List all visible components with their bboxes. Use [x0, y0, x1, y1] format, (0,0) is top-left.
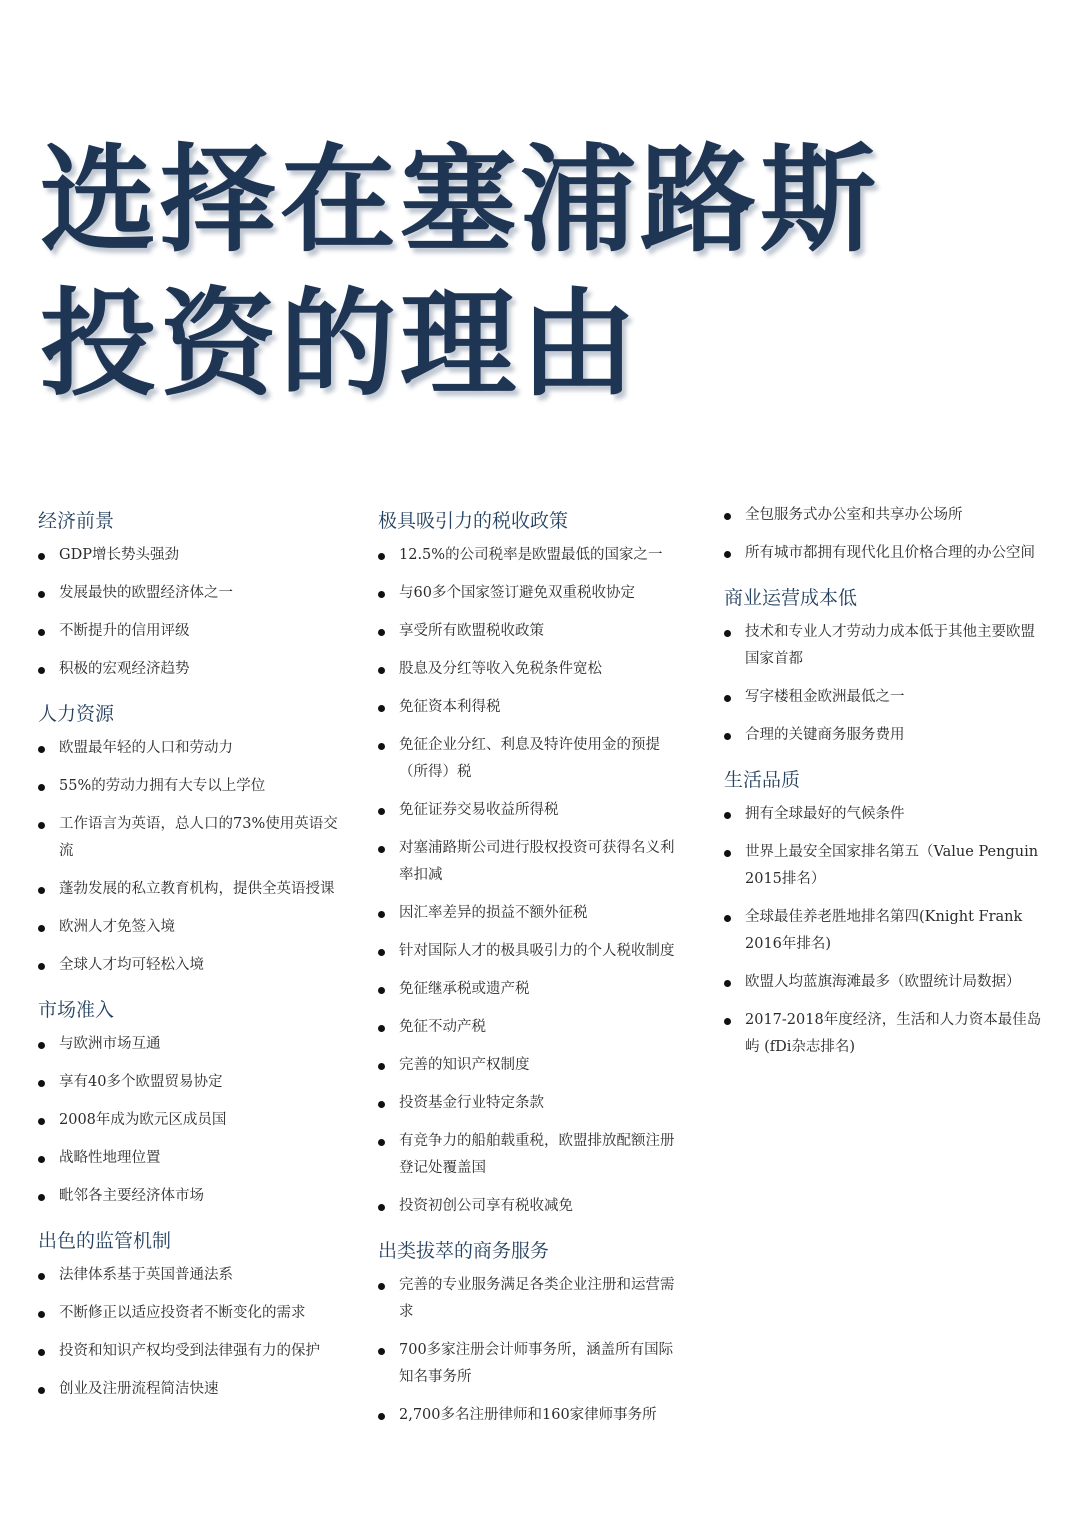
- bullet-icon: [38, 784, 45, 791]
- list-item-text: 免征证券交易收益所得税: [399, 802, 559, 818]
- bullet-icon: [378, 743, 385, 750]
- list-item: [378, 1193, 678, 1220]
- list-item-text: 欧洲人才免签入境: [59, 919, 175, 935]
- list-item: [378, 1014, 678, 1041]
- list-item: [378, 1128, 678, 1182]
- list-item-text: 投资和知识产权均受到法律强有力的保护: [59, 1343, 320, 1359]
- list-item: [724, 619, 1044, 673]
- list-item: [38, 1069, 338, 1096]
- list-item: [38, 618, 338, 645]
- list-item: [38, 811, 338, 865]
- bullet-icon: [38, 1311, 45, 1318]
- section-heading: 经济前景: [38, 510, 115, 532]
- list-item-text: 免征企业分红、利息及特许使用金的预提（所得）税: [399, 737, 660, 780]
- list-item: [38, 1031, 338, 1058]
- bullet-icon: [378, 553, 385, 560]
- list-item: [38, 1183, 338, 1210]
- list-item: [378, 976, 678, 1003]
- list-item: [378, 694, 678, 721]
- bullet-icon: [38, 822, 45, 829]
- bullet-list: [378, 542, 678, 1220]
- list-item: [38, 773, 338, 800]
- section: [724, 585, 1044, 749]
- bullet-list: [724, 801, 1044, 1061]
- list-item: [38, 1376, 338, 1403]
- page-title-line-1: 选择在塞浦路斯: [40, 132, 880, 268]
- list-item-text: 工作语言为英语，总人口的73%使用英语交流: [59, 816, 338, 859]
- list-item-text: 完善的知识产权制度: [399, 1057, 530, 1073]
- list-item: [378, 542, 678, 569]
- list-item-text: 2008年成为欧元区成员国: [59, 1112, 227, 1128]
- list-item-text: 全球人才均可轻松入境: [59, 957, 204, 973]
- bullet-icon: [378, 949, 385, 956]
- bullet-icon: [378, 846, 385, 853]
- list-item: [38, 1338, 338, 1365]
- bullet-icon: [378, 987, 385, 994]
- bullet-icon: [724, 1018, 731, 1025]
- bullet-icon: [38, 629, 45, 636]
- section: [38, 701, 338, 979]
- list-item-text: 蓬勃发展的私立教育机构，提供全英语授课: [59, 881, 335, 897]
- list-item: [724, 540, 1044, 567]
- list-item: [38, 1300, 338, 1327]
- bullet-list: [38, 1031, 338, 1210]
- list-item: [378, 835, 678, 889]
- list-item-text: 对塞浦路斯公司进行股权投资可获得名义利率扣减: [399, 840, 675, 883]
- section-heading: 生活品质: [724, 769, 801, 791]
- bullet-icon: [38, 1273, 45, 1280]
- list-item: [378, 938, 678, 965]
- section: [38, 1228, 338, 1403]
- list-item: [378, 1052, 678, 1079]
- list-item: [38, 914, 338, 941]
- list-item-text: 享受所有欧盟税收政策: [399, 623, 544, 639]
- list-item: [724, 839, 1044, 893]
- section-heading: 出色的监管机制: [38, 1230, 172, 1252]
- list-item: [38, 542, 338, 569]
- list-item: [724, 1007, 1044, 1061]
- list-item-text: 投资初创公司享有税收减免: [399, 1198, 573, 1214]
- bullet-icon: [38, 591, 45, 598]
- list-item-text: 积极的宏观经济趋势: [59, 661, 190, 677]
- bullet-icon: [724, 630, 731, 637]
- list-item-text: 与60多个国家签订避免双重税收协定: [399, 585, 635, 601]
- list-item-text: 享有40多个欧盟贸易协定: [59, 1074, 223, 1090]
- bullet-list: [38, 1262, 338, 1403]
- bullet-icon: [378, 808, 385, 815]
- bullet-icon: [724, 915, 731, 922]
- bullet-icon: [38, 553, 45, 560]
- list-item: [38, 656, 338, 683]
- list-item: [38, 1145, 338, 1172]
- list-item-text: 免征不动产税: [399, 1019, 486, 1035]
- list-item-text: 免征继承税或遗产税: [399, 981, 530, 997]
- list-item-text: 全球最佳养老胜地排名第四(Knight Frank 2016年排名): [745, 909, 1023, 952]
- list-item: [378, 797, 678, 824]
- list-item-text: 所有城市都拥有现代化且价格合理的办公空间: [745, 545, 1035, 561]
- list-item: [378, 1402, 678, 1429]
- list-item: [378, 1272, 678, 1326]
- bullet-icon: [38, 1080, 45, 1087]
- bullet-icon: [378, 1204, 385, 1211]
- bullet-icon: [378, 1025, 385, 1032]
- list-item: [38, 580, 338, 607]
- list-item: [378, 732, 678, 786]
- list-item-text: 拥有全球最好的气候条件: [745, 806, 905, 822]
- section: [378, 1238, 678, 1429]
- list-item-text: GDP增长势头强劲: [59, 547, 179, 563]
- list-item: [724, 722, 1044, 749]
- list-item-text: 700多家注册会计师事务所，涵盖所有国际知名事务所: [399, 1342, 674, 1385]
- list-item-text: 与欧洲市场互通: [59, 1036, 161, 1052]
- list-item: [724, 969, 1044, 996]
- section-heading: 极具吸引力的税收政策: [378, 510, 569, 532]
- list-item: [378, 900, 678, 927]
- bullet-icon: [378, 911, 385, 918]
- list-item: [378, 1090, 678, 1117]
- section: [378, 508, 678, 1220]
- list-item: [38, 952, 338, 979]
- list-item: [38, 1262, 338, 1289]
- bullet-icon: [38, 1387, 45, 1394]
- list-item-text: 欧盟人均蓝旗海滩最多（欧盟统计局数据）: [745, 974, 1021, 990]
- bullet-list: [38, 542, 338, 683]
- bullet-icon: [378, 1139, 385, 1146]
- bullet-icon: [724, 513, 731, 520]
- bullet-icon: [378, 1063, 385, 1070]
- bullet-icon: [378, 667, 385, 674]
- bullet-icon: [724, 850, 731, 857]
- list-item: [378, 1337, 678, 1391]
- list-item: [38, 1107, 338, 1134]
- bullet-icon: [38, 1349, 45, 1356]
- column-middle: [378, 508, 678, 1447]
- list-item: [378, 656, 678, 683]
- list-item-text: 2,700多名注册律师和160家律师事务所: [399, 1407, 657, 1423]
- list-item-text: 针对国际人才的极具吸引力的个人税收制度: [399, 943, 675, 959]
- list-item-text: 欧盟最年轻的人口和劳动力: [59, 740, 233, 756]
- list-item-text: 毗邻各主要经济体市场: [59, 1188, 204, 1204]
- bullet-icon: [38, 963, 45, 970]
- list-item-text: 因汇率差异的损益不额外征税: [399, 905, 588, 921]
- bullet-icon: [378, 1101, 385, 1108]
- section: [38, 997, 338, 1210]
- list-item: [724, 502, 1044, 529]
- section-heading: 出类拔萃的商务服务: [378, 1240, 550, 1262]
- section-heading: 市场准入: [38, 999, 115, 1021]
- list-item-text: 战略性地理位置: [59, 1150, 161, 1166]
- list-item-text: 不断修正以适应投资者不断变化的需求: [59, 1305, 306, 1321]
- bullet-icon: [378, 1413, 385, 1420]
- bullet-icon: [724, 695, 731, 702]
- section-heading: 商业运营成本低: [724, 587, 858, 609]
- bullet-icon: [38, 887, 45, 894]
- list-item-text: 投资基金行业特定条款: [399, 1095, 544, 1111]
- list-item-text: 不断提升的信用评级: [59, 623, 190, 639]
- list-item-text: 股息及分红等收入免税条件宽松: [399, 661, 602, 677]
- list-item-text: 有竞争力的船舶载重税，欧盟排放配额注册登记处覆盖国: [399, 1133, 675, 1176]
- list-item: [38, 876, 338, 903]
- bullet-list: [38, 735, 338, 979]
- column-right: [724, 502, 1044, 1079]
- bullet-icon: [38, 1156, 45, 1163]
- list-item-text: 世界上最安全国家排名第五（Value Penguin 2015排名）: [745, 844, 1039, 887]
- bullet-icon: [38, 667, 45, 674]
- list-item: [724, 801, 1044, 828]
- bullet-icon: [378, 1283, 385, 1290]
- list-item: [724, 684, 1044, 711]
- list-item: [378, 580, 678, 607]
- bullet-icon: [38, 1042, 45, 1049]
- bullet-icon: [378, 705, 385, 712]
- bullet-icon: [38, 1118, 45, 1125]
- bullet-list: [378, 1272, 678, 1429]
- list-item-text: 免征资本利得税: [399, 699, 501, 715]
- list-item: [724, 904, 1044, 958]
- bullet-list: [724, 502, 1044, 567]
- section: [724, 502, 1044, 567]
- section: [38, 508, 338, 683]
- section-heading: 人力资源: [38, 703, 115, 725]
- bullet-icon: [378, 629, 385, 636]
- bullet-icon: [378, 1348, 385, 1355]
- column-left: [38, 508, 338, 1421]
- list-item-text: 法律体系基于英国普通法系: [59, 1267, 233, 1283]
- bullet-icon: [38, 925, 45, 932]
- list-item: [38, 735, 338, 762]
- bullet-icon: [38, 746, 45, 753]
- list-item-text: 发展最快的欧盟经济体之一: [59, 585, 233, 601]
- page-title-line-2: 投资的理由: [40, 276, 640, 412]
- list-item-text: 完善的专业服务满足各类企业注册和运营需求: [399, 1277, 675, 1320]
- section: [724, 767, 1044, 1061]
- bullet-icon: [724, 551, 731, 558]
- list-item-text: 技术和专业人才劳动力成本低于其他主要欧盟国家首都: [745, 624, 1035, 667]
- bullet-list: [724, 619, 1044, 749]
- bullet-icon: [38, 1194, 45, 1201]
- bullet-icon: [724, 812, 731, 819]
- list-item-text: 创业及注册流程简洁快速: [59, 1381, 219, 1397]
- list-item-text: 2017-2018年度经济，生活和人力资本最佳岛屿 (fDi杂志排名): [745, 1012, 1042, 1055]
- list-item-text: 12.5%的公司税率是欧盟最低的国家之一: [399, 547, 663, 563]
- list-item-text: 全包服务式办公室和共享办公场所: [745, 507, 963, 523]
- bullet-icon: [378, 591, 385, 598]
- bullet-icon: [724, 980, 731, 987]
- list-item-text: 55%的劳动力拥有大专以上学位: [59, 778, 266, 794]
- list-item: [378, 618, 678, 645]
- list-item-text: 写字楼租金欧洲最低之一: [745, 689, 905, 705]
- list-item-text: 合理的关键商务服务费用: [745, 727, 905, 743]
- bullet-icon: [724, 733, 731, 740]
